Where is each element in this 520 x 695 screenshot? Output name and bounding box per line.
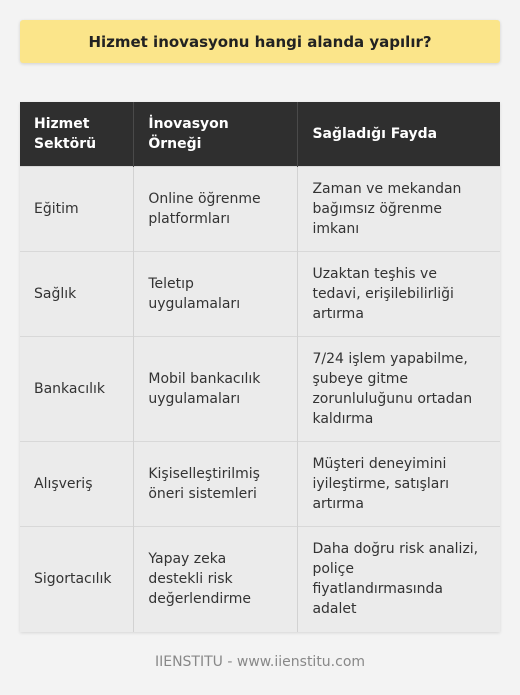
cell-benefit: Zaman ve mekandan bağımsız öğrenme imkanı <box>298 167 500 252</box>
table-row <box>20 527 500 632</box>
table-row <box>20 337 500 442</box>
cell-innovation: Teletıp uygulamaları <box>134 252 298 337</box>
cell-innovation: Yapay zeka destekli risk değerlendirme <box>134 527 298 632</box>
table-row <box>20 442 500 527</box>
cell-benefit: Müşteri deneyimini iyileştirme, satışları artırma <box>298 442 500 527</box>
sector-table <box>20 102 500 632</box>
cell-sector: Sigortacılık <box>20 527 134 632</box>
footer-credit: IIENSTITU - www.iienstitu.com <box>154 654 366 670</box>
cell-sector: Sağlık <box>20 252 134 337</box>
cell-benefit: Uzaktan teşhis ve tedavi, erişilebilirliği artırma <box>298 252 500 337</box>
table-header-row <box>20 102 500 167</box>
cell-innovation: Kişiselleştirilmiş öneri sistemleri <box>134 442 298 527</box>
cell-benefit: Daha doğru risk analizi, poliçe fiyatlandırmasında adalet <box>298 527 500 632</box>
header-innovation: İnovasyon Örneği <box>134 102 298 167</box>
cell-sector: Alışveriş <box>20 442 134 527</box>
cell-innovation: Mobil bankacılık uygulamaları <box>134 337 298 442</box>
cell-benefit: 7/24 işlem yapabilme, şubeye gitme zorunluluğunu ortadan kaldırma <box>298 337 500 442</box>
cell-sector: Bankacılık <box>20 337 134 442</box>
cell-sector: Eğitim <box>20 167 134 252</box>
table-row <box>20 252 500 337</box>
title-banner <box>20 20 500 63</box>
page-title: Hizmet inovasyonu hangi alanda yapılır? <box>88 32 432 51</box>
header-benefit: Sağladığı Fayda <box>298 102 500 167</box>
header-sector: Hizmet Sektörü <box>20 102 134 167</box>
table-row <box>20 167 500 252</box>
cell-innovation: Online öğrenme platformları <box>134 167 298 252</box>
